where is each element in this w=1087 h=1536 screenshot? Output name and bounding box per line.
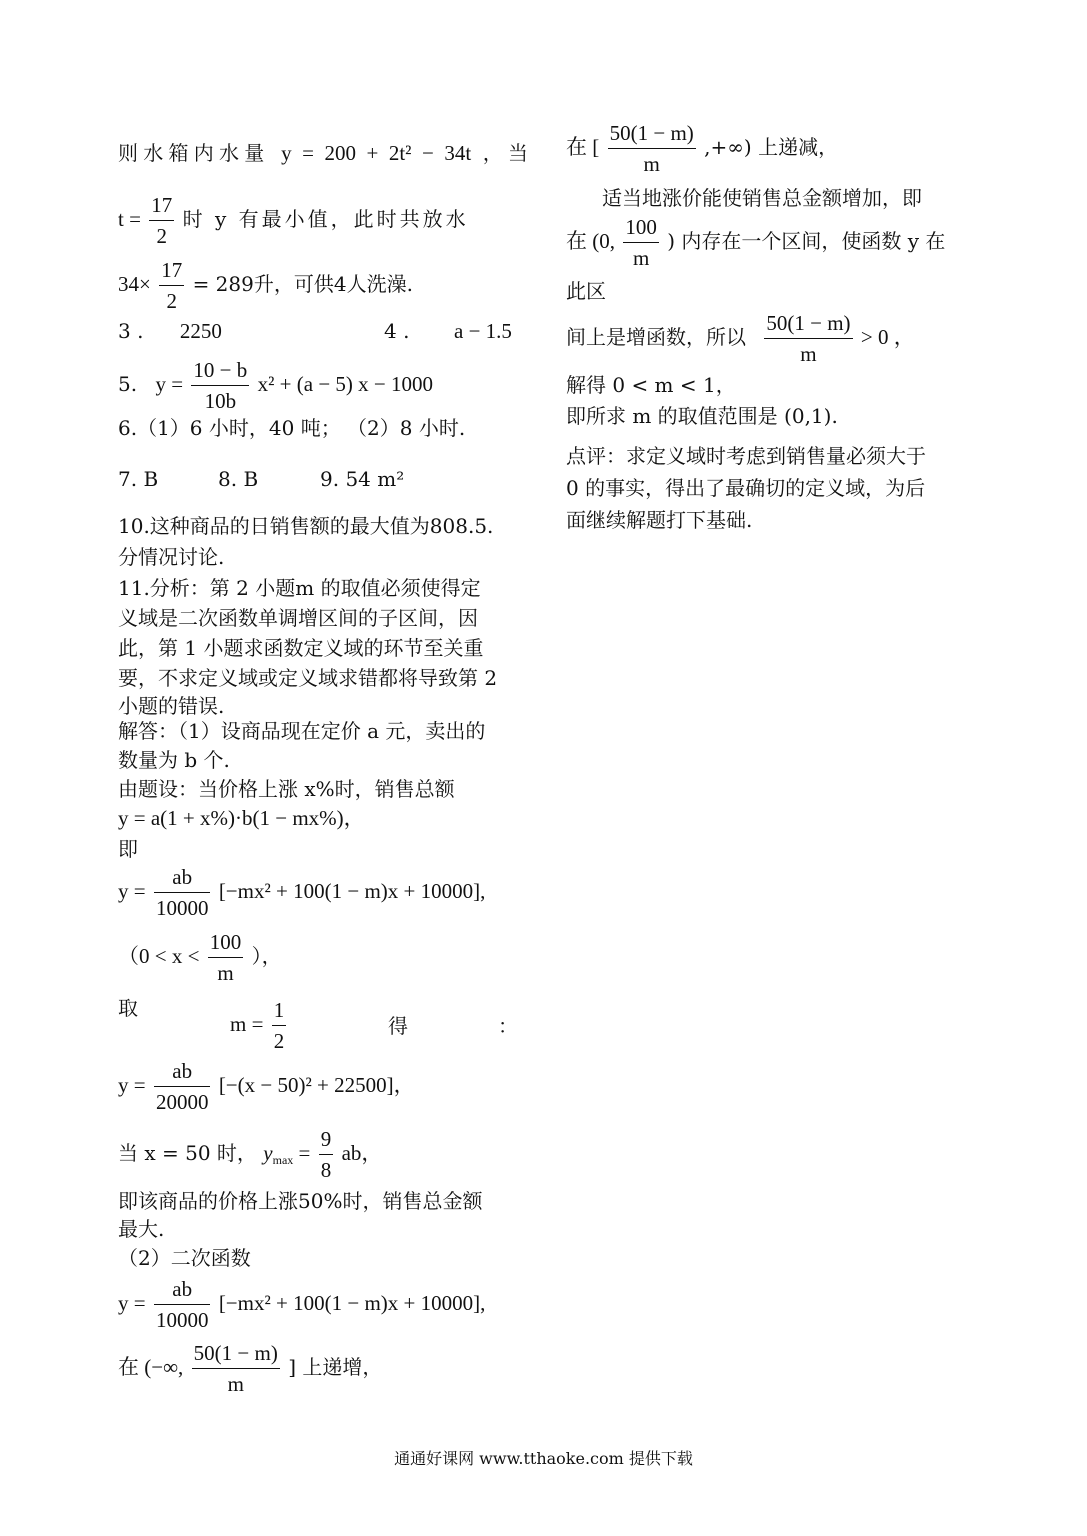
- formula: t =: [118, 207, 141, 231]
- text: 当 x = 50 时，: [118, 1141, 257, 1165]
- formula: [−mx² + 100(1 − m)x + 10000],: [218, 1291, 486, 1315]
- answer-label: 3 .: [118, 319, 144, 343]
- text: 时 y 有最小值，此时共放水: [182, 207, 469, 231]
- formula: [−mx² + 100(1 − m)x + 10000],: [218, 879, 486, 903]
- text: ,+∞) 上递减，: [704, 135, 839, 159]
- answer-value: 2250: [179, 319, 222, 343]
- equation-3: [118, 1274, 485, 1335]
- subscript: max: [272, 1153, 294, 1167]
- answer-3-4: [118, 318, 512, 344]
- answer-9: 9. 54 m²: [320, 467, 405, 491]
- formula: y =: [118, 1073, 146, 1097]
- decreasing-interval: [566, 118, 838, 179]
- comment-line: 面继续解题打下基础.: [566, 508, 753, 532]
- text: ，当: [482, 141, 529, 165]
- formula: [−(x − 50)² + 22500]，: [218, 1073, 415, 1097]
- text-line: 即所求 m 的取值范围是 (0,1).: [566, 404, 838, 428]
- domain-line: [118, 927, 282, 988]
- page-footer: 通通好课网 www.tthaoke.com 提供下载: [394, 1449, 693, 1468]
- formula: y =: [155, 372, 184, 396]
- text: ] 上递增，: [288, 1355, 383, 1379]
- max-value-line: 当 x = 50 时， $y_{max}$ = $\frac{9}{8}$ ab，: [118, 1124, 382, 1185]
- equation-2: [118, 1056, 415, 1117]
- fraction: $\frac{17}{2}$: [159, 255, 184, 316]
- fraction: $\frac{ab}{10000}$: [154, 862, 211, 923]
- answer-11-line: 此，第 1 小题求函数定义域的环节至关重: [118, 636, 484, 660]
- formula: y =: [118, 1291, 146, 1315]
- solution-line: 由题设：当价格上涨 x%时，销售总额: [118, 777, 455, 801]
- formula: 在 (−∞,: [118, 1355, 184, 1379]
- answer-value: a − 1.5: [454, 319, 512, 343]
- formula: y = 200 + 2t² − 34t: [281, 141, 472, 165]
- formula: y =: [118, 879, 146, 903]
- fraction: $\frac{10 - b}{10b}$: [191, 355, 249, 416]
- equation-1: [118, 862, 485, 923]
- answer-5: [118, 355, 433, 416]
- formula: 在 (0,: [566, 229, 615, 253]
- fraction: $\frac{9}{8}$: [319, 1124, 334, 1185]
- solution-formula: y = a(1 + x%)·b(1 − mx%)，: [118, 806, 365, 830]
- fraction: $\frac{50(1 - m)}{m}$: [192, 1338, 280, 1399]
- answer-11-line: 义域是二次函数单调增区间的子区间，因: [118, 606, 478, 630]
- answer-7-9: [118, 466, 405, 492]
- solution-line: 解答：（1）设商品现在定价 a 元，卖出的: [118, 719, 486, 743]
- text: 取: [118, 996, 138, 1020]
- text-line: 适当地涨价能使销售总金额增加，即: [602, 186, 922, 210]
- answer-7: 7. B: [118, 467, 159, 491]
- increasing-interval: [118, 1338, 382, 1399]
- comment-line: 点评：求定义域时考虑到销售量必须大于: [566, 444, 926, 468]
- solution-line: 即: [118, 837, 138, 861]
- answer-6: 6.（1）6 小时，40 吨； （2）8 小时.: [118, 416, 466, 440]
- text: ：: [498, 1014, 518, 1038]
- answer-8: 8. B: [218, 467, 259, 491]
- fraction: $\frac{100}{m}$: [208, 927, 244, 988]
- water-amount-line: [118, 140, 528, 166]
- comment-line: 0 的事实，得出了最确切的定义域，为后: [566, 476, 926, 500]
- fraction: $\frac{50(1 - m)}{m}$: [764, 308, 852, 369]
- fraction: $\frac{50(1 - m)}{m}$: [608, 118, 696, 179]
- formula: ab，: [341, 1141, 383, 1165]
- formula: > 0 ，: [860, 325, 915, 349]
- text: = 289升，可供4人洗澡.: [192, 272, 413, 296]
- text-line: 解得 0 < m < 1，: [566, 373, 736, 397]
- answer-label: 5.: [118, 372, 138, 396]
- formula: 34×: [118, 272, 151, 296]
- text: 间上是增函数，所以: [566, 325, 746, 349]
- answer-10: 10.这种商品的日销售额的最大值为808.5.: [118, 514, 494, 538]
- fraction: $\frac{ab}{20000}$: [154, 1056, 211, 1117]
- fraction: $\frac{100}{m}$: [623, 212, 659, 273]
- take-m-line: [118, 995, 528, 1053]
- answer-11-line: 11.分析：第 2 小题m 的取值必须使得定: [118, 576, 481, 600]
- text: 得: [388, 1014, 408, 1038]
- increasing-condition: [566, 308, 915, 369]
- text: ) 内存在一个区间，使函数 y 在: [667, 229, 946, 253]
- interval-line: [566, 212, 945, 273]
- min-value-line: [118, 190, 469, 251]
- answer-11-line: 小题的错误.: [118, 694, 225, 718]
- part-2-heading: （2）二次函数: [118, 1246, 251, 1270]
- formula: x² + (a − 5) x − 1000: [257, 372, 433, 396]
- solution-line: 数量为 b 个.: [118, 748, 230, 772]
- conclusion-line: 即该商品的价格上涨50%时，销售总金额: [118, 1189, 483, 1213]
- answer-label: 4 .: [384, 319, 410, 343]
- formula: m =: [230, 1012, 264, 1036]
- text: ），: [251, 944, 282, 968]
- total-water-line: [118, 255, 413, 316]
- fraction: $\frac{17}{2}$: [149, 190, 174, 251]
- fraction: $\frac{1}{2}$: [272, 995, 287, 1056]
- fraction: $\frac{ab}{10000}$: [154, 1274, 211, 1335]
- formula: 在 [: [566, 135, 600, 159]
- text: 则水箱内水量: [118, 141, 270, 165]
- formula: （0 < x <: [118, 944, 200, 968]
- formula: y: [263, 1141, 273, 1165]
- answer-10-note: 分情况讨论.: [118, 545, 225, 569]
- answer-11-line: 要，不求定义域或定义域求错都将导致第 2: [118, 666, 498, 690]
- conclusion-line: 最大.: [118, 1217, 165, 1241]
- text-line: 此区: [566, 279, 606, 303]
